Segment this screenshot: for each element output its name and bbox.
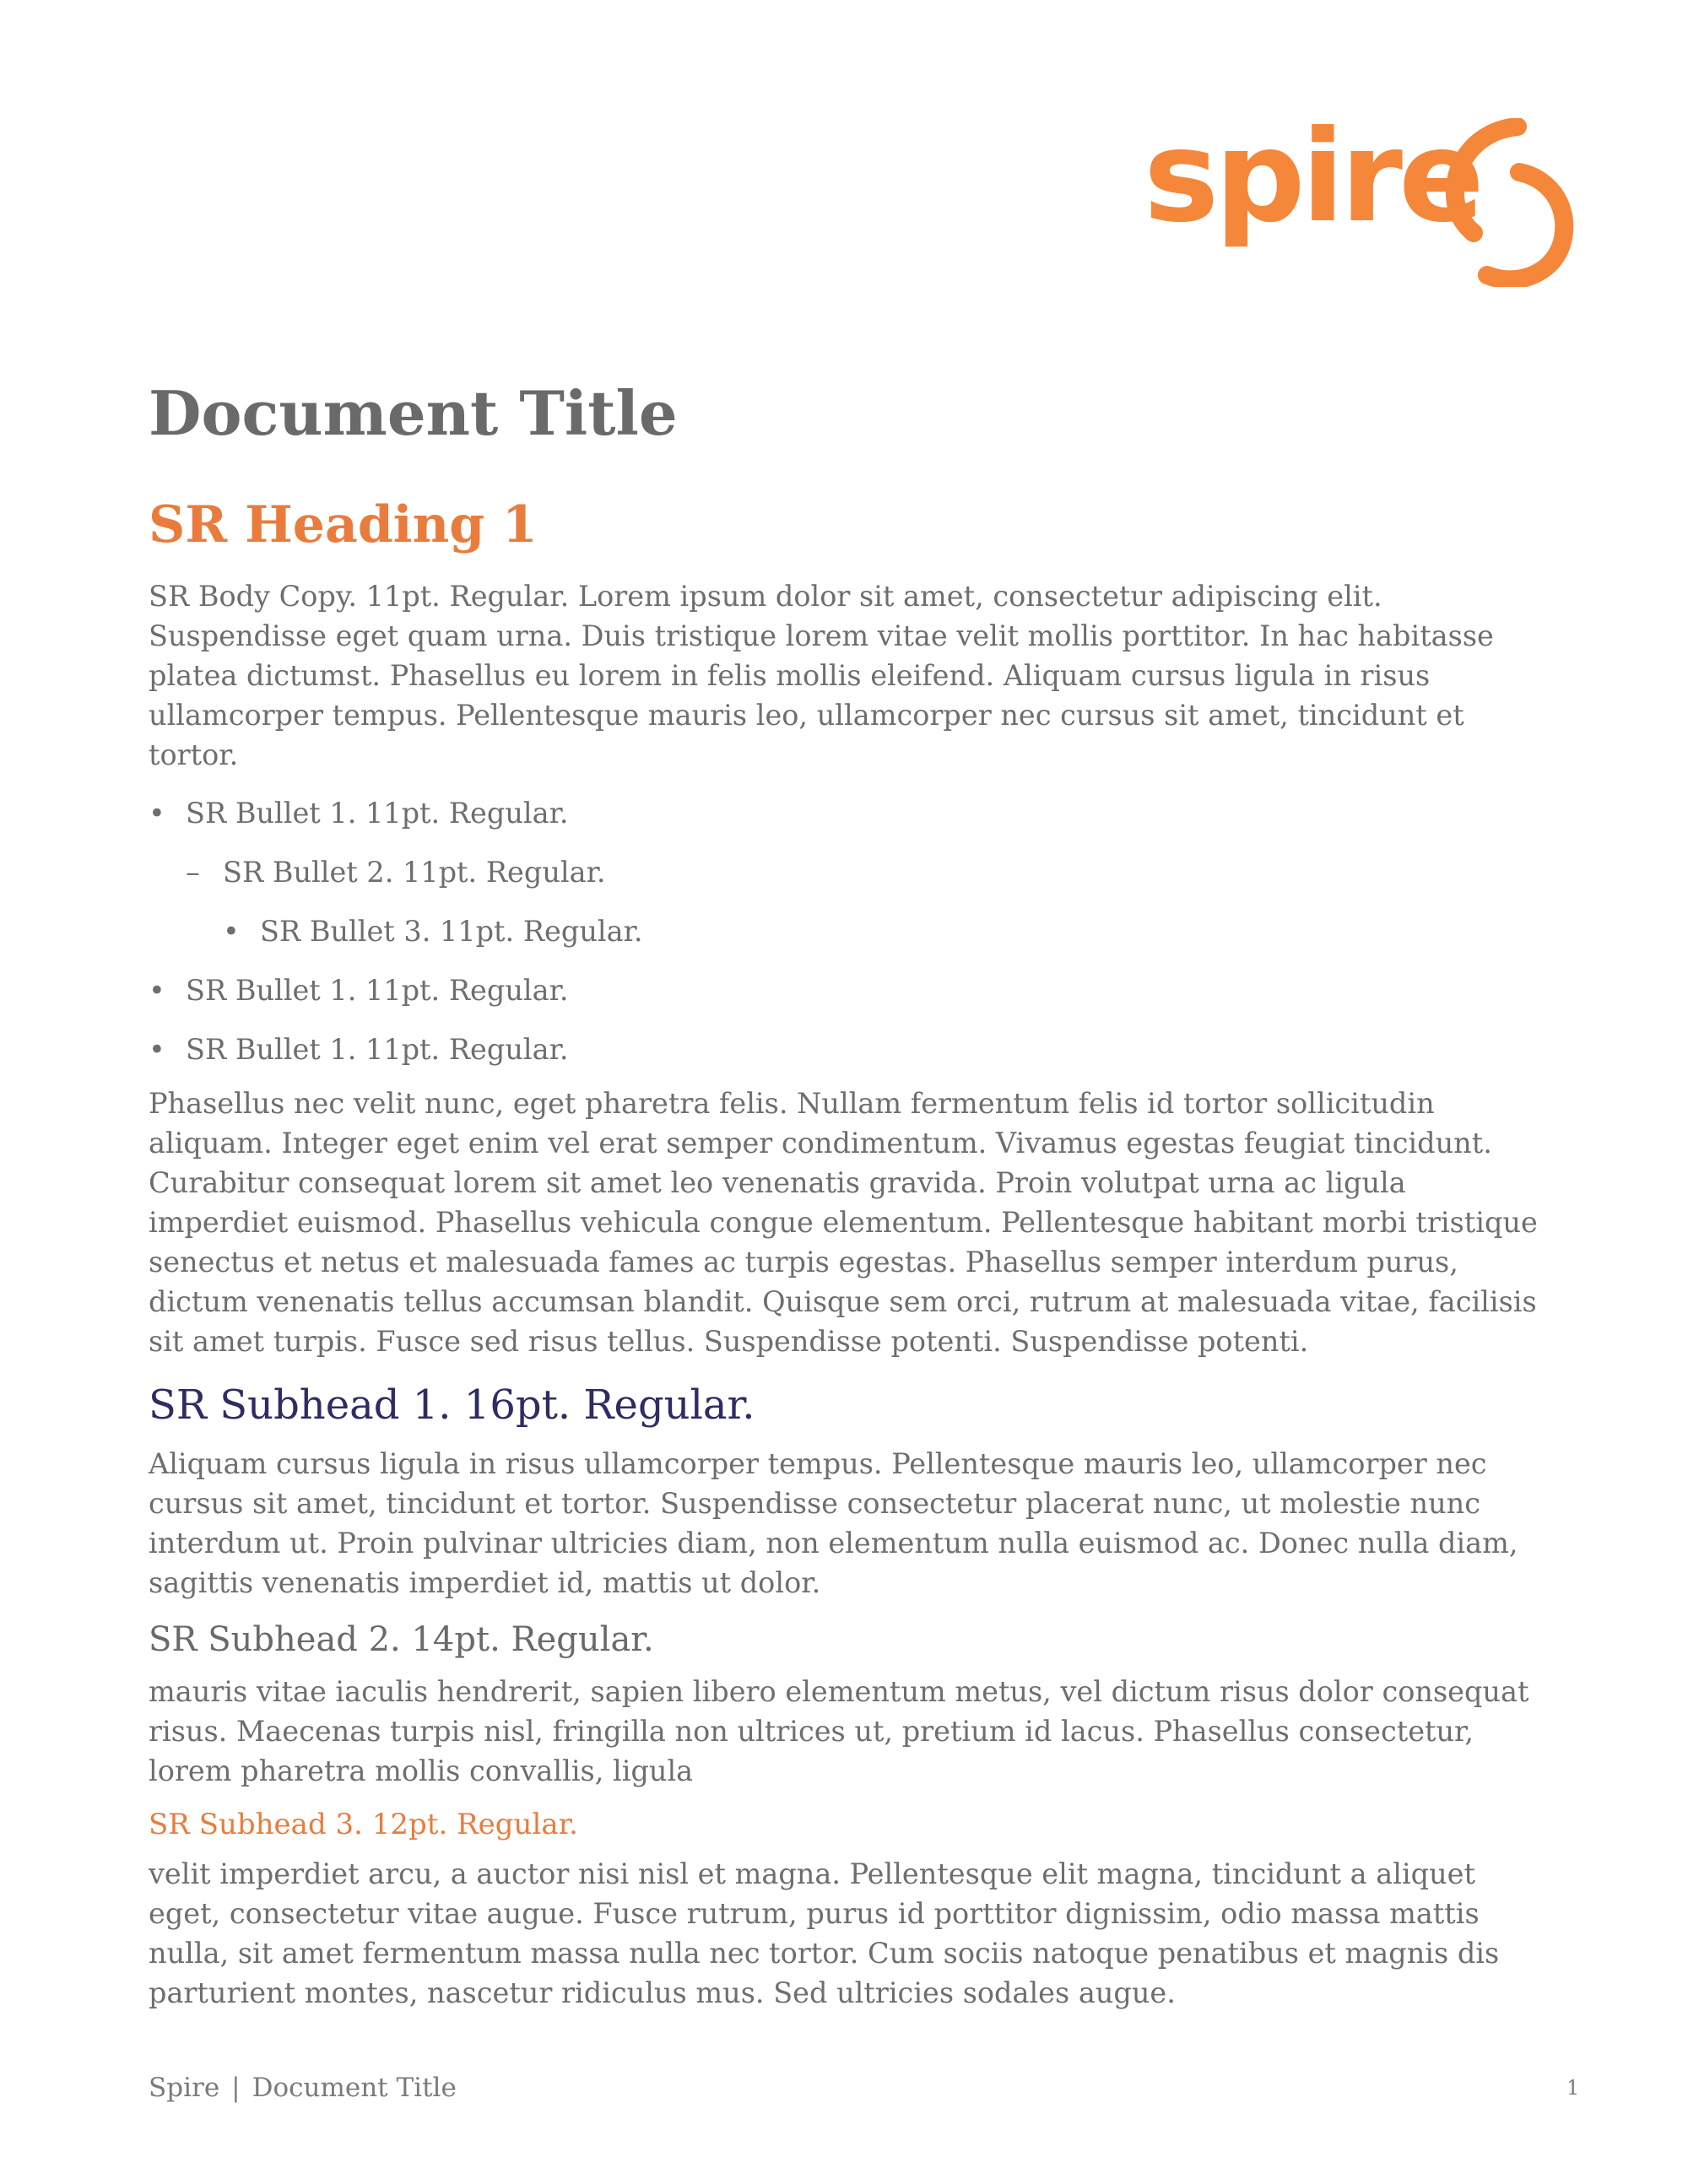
page-number: 1 [1566, 2076, 1580, 2100]
body-paragraph-4: mauris vitae iaculis hendrerit, sapien libero elementum metus, vel dictum risus dolor consequat risus. Maecenas turpis nisl, fringilla non ultrices ut, pretium id lacus. Phasellus consectetur, lorem pharetra mollis convallis, ligula [149, 1674, 1529, 1787]
list-item [149, 970, 1550, 1010]
bullet-mark: • [149, 974, 165, 1008]
subhead-3: SR Subhead 3. 12pt. Regular. [149, 1807, 578, 1841]
list-item [149, 793, 1550, 833]
footer-separator: | [231, 2073, 241, 2103]
bullet-mark: – [186, 856, 200, 889]
heading-1: SR Heading 1 [149, 495, 538, 555]
subhead-2: SR Subhead 2. 14pt. Regular. [149, 1619, 654, 1659]
document-body [149, 377, 1550, 2013]
list-item [186, 852, 1550, 892]
spire-logo [1144, 104, 1582, 291]
footer [149, 2073, 457, 2103]
body-paragraph-1: SR Body Copy. 11pt. Regular. Lorem ipsum dolor sit amet, consectetur adipiscing elit. Suspendisse eget quam urna. Duis tristique lorem vitae velit mollis porttitor. In hac habitasse platea dictumst. Phasellus eu lorem in felis mollis eleifend. Aliquam cursus ligula in risus ullamcorper tempus. Pellentesque mauris leo, ullamcorper nec cursus sit amet, tincidunt et tortor. [149, 580, 1494, 772]
body-paragraph-2: Phasellus nec velit nunc, eget pharetra felis. Nullam fermentum felis id tortor sollicitudin aliquam. Integer eget enim vel erat semper condimentum. Vivamus egestas feugiat tincidunt. Curabitur consequat lorem sit amet leo venenatis gravida. Proin volutpat urna ac ligula imperdiet euismod. Phasellus vehicula congue elementum. Pellentesque habitant morbi tristique senectus et netus et malesuada fames ac turpis egestas. Phasellus semper interdum purus, dictum venenatis tellus accumsan blandit. Quisque sem orci, rutrum at malesuada vitae, facilisis sit amet turpis. Fusce sed risus tellus. Suspendisse potenti. Suspendisse potenti. [149, 1087, 1538, 1359]
bullet-text: SR Bullet 2. 11pt. Regular. [223, 856, 606, 889]
body-paragraph-3: Aliquam cursus ligula in risus ullamcorper tempus. Pellentesque mauris leo, ullamcorper nec cursus sit amet, tincidunt et tortor. Suspendisse consectetur placerat nunc, ut molestie nunc interdum ut. Proin pulvinar ultricies diam, non elementum nulla euismod ac. Donec nulla diam, sagittis venenatis imperdiet id, mattis ut dolor. [149, 1446, 1518, 1599]
footer-company: Spire [149, 2073, 220, 2103]
spire-swirl-icon [1435, 118, 1582, 287]
bullet-mark: • [149, 1033, 165, 1067]
footer-doc-title: Document Title [252, 2073, 457, 2103]
logo-wordmark: spire [1144, 104, 1480, 251]
bullet-text: SR Bullet 1. 11pt. Regular. [186, 797, 569, 830]
document-title: Document Title [149, 377, 678, 449]
bullet-mark: • [223, 915, 240, 949]
list-item [223, 911, 1550, 951]
bullet-text: SR Bullet 1. 11pt. Regular. [186, 1033, 569, 1067]
bullet-text: SR Bullet 1. 11pt. Regular. [186, 974, 569, 1008]
list-item [149, 1030, 1550, 1069]
bullet-list [149, 793, 1550, 1069]
bullet-mark: • [149, 797, 165, 830]
subhead-1: SR Subhead 1. 16pt. Regular. [149, 1381, 755, 1430]
bullet-text: SR Bullet 3. 11pt. Regular. [260, 915, 643, 949]
body-paragraph-5: velit imperdiet arcu, a auctor nisi nisl et magna. Pellentesque elit magna, tincidunt a aliquet eget, consectetur vitae augue. Fusce rutrum, purus id porttitor dignissim, odio massa mattis nulla, sit amet fermentum massa nulla nec tortor. Cum sociis natoque penatibus et magnis dis parturient montes, nascetur ridiculus mus. Sed ultricies sodales augue. [149, 1857, 1500, 2009]
